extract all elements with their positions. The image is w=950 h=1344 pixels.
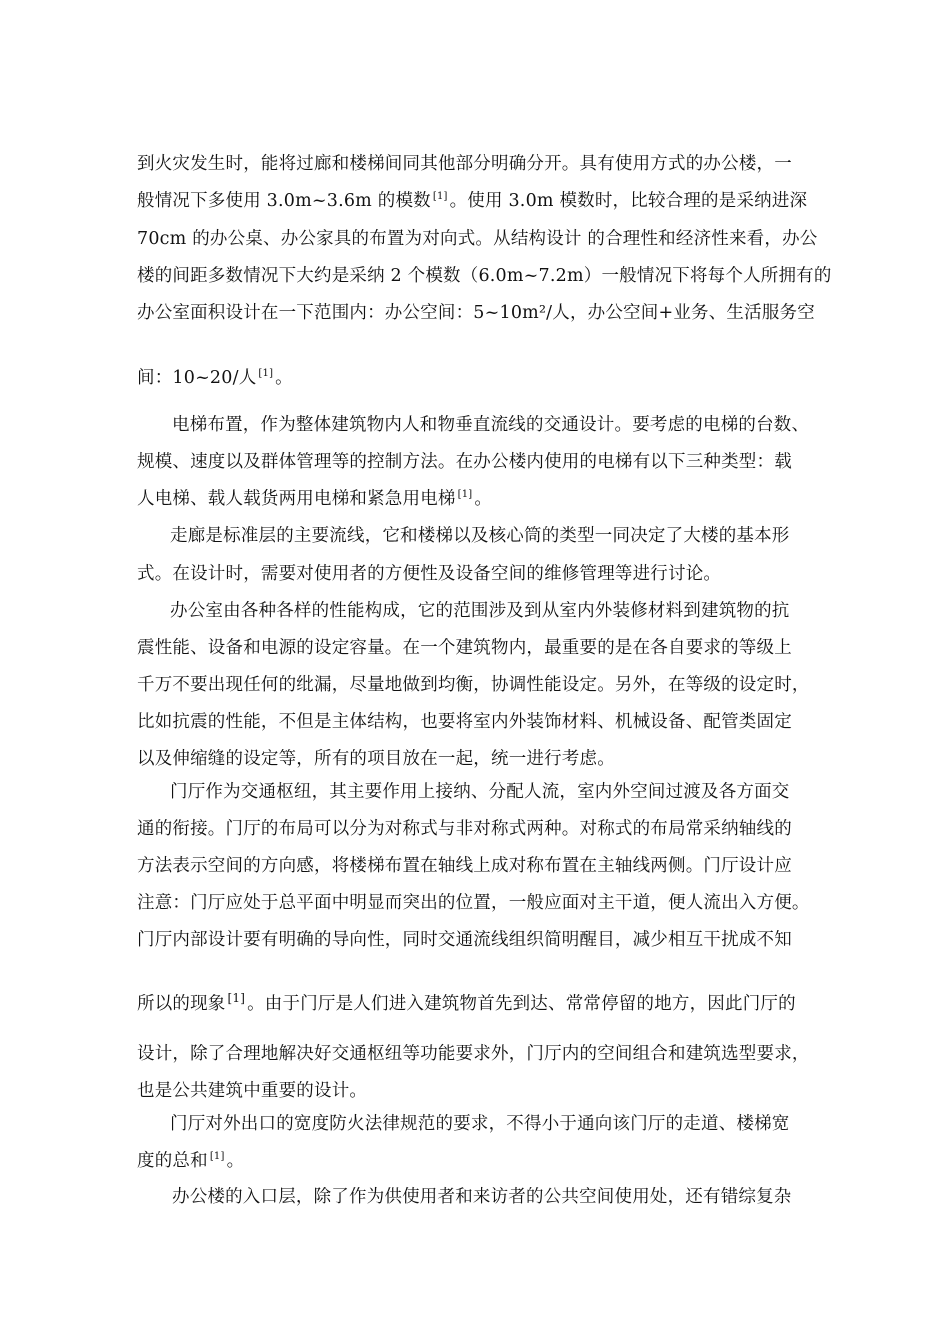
text-line: 设计，除了合理地解决好交通枢纽等功能要求外，门厅内的空间组合和建筑选型要求， (137, 1044, 810, 1064)
text-line: 门厅对外出口的宽度防火法律规范的要求，不得小于通向该门厅的走道、楼梯宽 (170, 1114, 790, 1134)
text-line: 间：10~20/人 [1] 。 (137, 368, 293, 388)
text-line: 震性能、设备和电源的设定容量。在一个建筑物内，最重要的是在各自要求的等级上 (137, 638, 792, 658)
text-line: 楼的间距多数情况下大约是采纳 2 个模数（6.0m~7.2m）一般情况下将每个人所拥有的 (137, 266, 832, 286)
text-line: 方法表示空间的方向感，将楼梯布置在轴线上成对称布置在主轴线两侧。门厅设计应 (137, 856, 792, 876)
text-line: 办公室面积设计在一下范围内：办公空间：5~10m²/人，办公空间+业务、生活服务空 (137, 303, 815, 323)
citation-ref: [1] (227, 991, 246, 1005)
text-line: 规模、速度以及群体管理等的控制方法。在办公楼内使用的电梯有以下三种类型：载 (137, 452, 792, 472)
citation-ref: [1] (457, 489, 473, 500)
citation-ref: [1] (258, 368, 274, 379)
text-line: 门厅作为交通枢纽，其主要作用上接纳、分配人流，室内外空间过渡及各方面交 (170, 782, 790, 802)
citation-ref: [1] (209, 1151, 225, 1162)
text-line: 办公楼的入口层，除了作为供使用者和来访者的公共空间使用处，还有错综复杂 (172, 1187, 792, 1207)
text-line: 门厅内部设计要有明确的导向性，同时交通流线组织简明醒目，减少相互干扰成不知 (137, 930, 792, 950)
text-line: 般情况下多使用 3.0m~3.6m 的模数 [1] 。使用 3.0m 模数时，比较合理的是采纳进深 (137, 191, 808, 211)
text-line: 走廊是标准层的主要流线，它和楼梯以及核心筒的类型一同决定了大楼的基本形 (170, 526, 790, 546)
text-line: 所以的现象 [1] 。由于门厅是人们进入建筑物首先到达、常常停留的地方，因此门厅的 (137, 991, 796, 1014)
text-line: 以及伸缩缝的设定等，所有的项目放在一起，统一进行考虑。 (137, 749, 615, 769)
citation-ref: [1] (432, 191, 448, 202)
text-line: 式。在设计时，需要对使用者的方便性及设备空间的维修管理等进行讨论。 (137, 564, 722, 584)
text-line: 70cm 的办公桌、办公家具的布置为对向式。从结构设计 的合理性和经济性来看，办公 (137, 229, 818, 249)
text-line: 度的总和 [1] 。 (137, 1151, 245, 1171)
text-line: 电梯布置，作为整体建筑物内人和物垂直流线的交通设计。要考虑的电梯的台数、 (172, 415, 810, 435)
text-line: 办公室由各种各样的性能构成，它的范围涉及到从室内外装修材料到建筑物的抗 (170, 601, 790, 621)
text-line: 到火灾发生时，能将过廊和楼梯间同其他部分明确分开。具有使用方式的办公楼，一 (137, 154, 792, 174)
text-line: 人电梯、载人载货两用电梯和紧急用电梯 [1] 。 (137, 489, 493, 509)
text-line: 注意：门厅应处于总平面中明显而突出的位置，一般应面对主干道，便人流出入方便。 (137, 893, 810, 913)
text-line: 通的衔接。门厅的布局可以分为对称式与非对称式两种。对称式的布局常采纳轴线的 (137, 819, 792, 839)
text-line: 也是公共建筑中重要的设计。 (137, 1081, 368, 1101)
text-line: 比如抗震的性能，不但是主体结构，也要将室内外装饰材料、机械设备、配管类固定 (137, 712, 792, 732)
text-line: 千万不要出现任何的纰漏，尽量地做到均衡，协调性能设定。另外，在等级的设定时， (137, 675, 810, 695)
